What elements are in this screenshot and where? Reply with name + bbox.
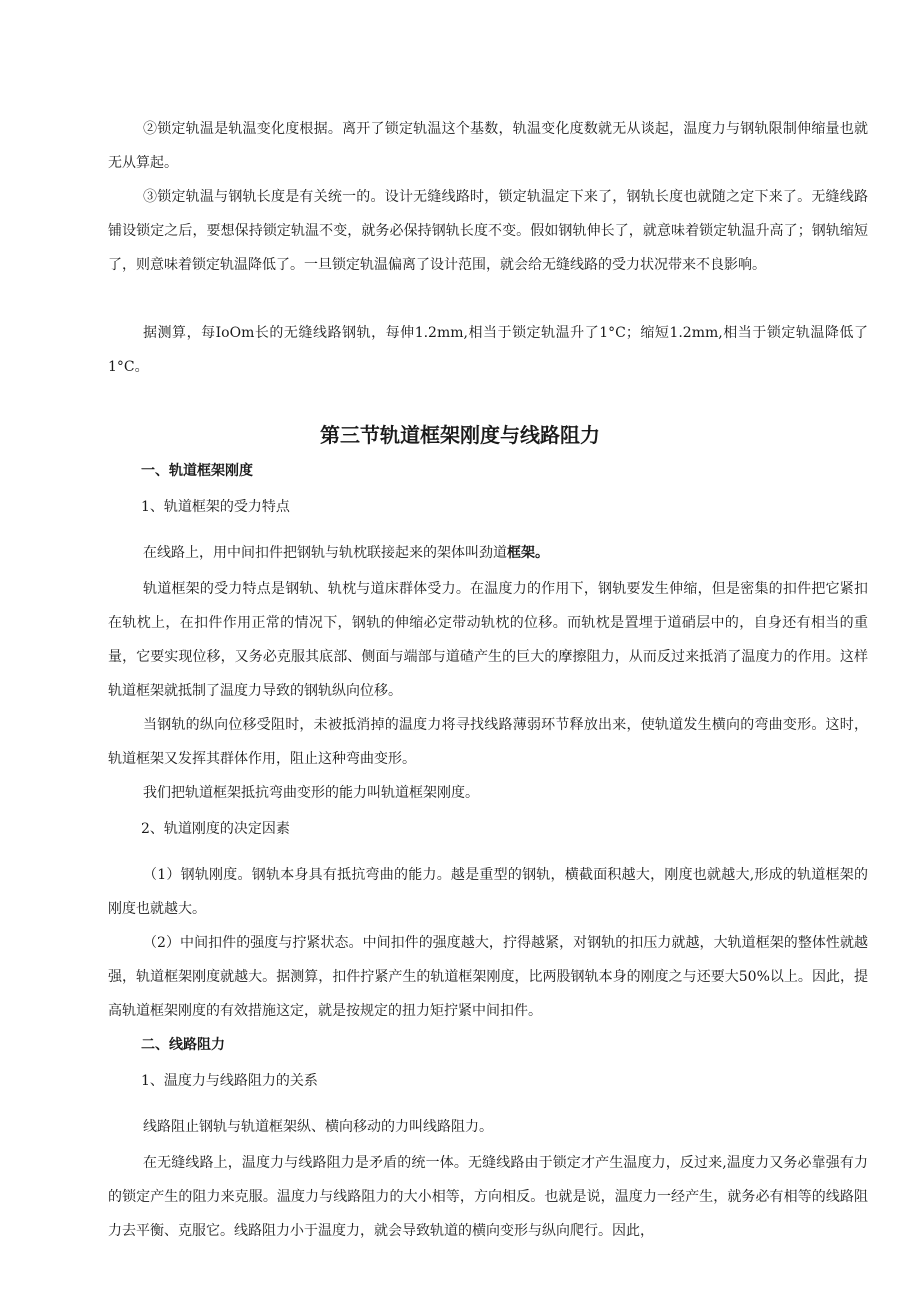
- frame-definition-bold: 框架。: [507, 545, 549, 561]
- paragraph-fastener-strength: （2）中间扣件的强度与拧紧状态。中间扣件的强度越大，拧得越紧，对钢轨的扣压力就越，大轨道框架的整体性就越强，轨道框架刚度就越大。据测算，扣件拧紧产生的轨道框架刚度，比两股钢轨本身的刚度之与还要大50%以上。因此，提高轨道框架刚度的有效措施这定，就是按规定的扭力矩拧紧中间扣件。: [108, 935, 868, 1019]
- frame-definition-text: 在线路上，用中间扣件把钢轨与轨枕联接起来的架体叫劲道: [143, 545, 507, 561]
- paragraph-locking-temp-length: ③锁定轨温与钢轨长度是有关统一的。设计无缝线路时，锁定轨温定下来了，钢轨长度也就随之定下来了。无缝线路铺设锁定之后，要想保持锁定轨温不变，就务必保持钢轨长度不变。假如钢轨伸长了，就意味着锁定轨温升高了；钢轨缩短了，则意味着锁定轨温降低了。一旦锁定轨温偏离了设计范围，就会给无缝线路的受力状况带来不良影响。: [108, 189, 868, 273]
- paragraph-locking-temp-basis: ②锁定轨温是轨温变化度根据。离开了锁定轨温这个基数，轨温变化度数就无从谈起，温度力与钢轨限制伸缩量也就无从算起。: [108, 121, 868, 171]
- subheading-stiffness-factors: 2、轨道刚度的决定因素: [141, 821, 290, 837]
- heading-line-resistance: 二、线路阻力: [141, 1037, 225, 1053]
- subheading-temp-force-resistance: 1、温度力与线路阻力的关系: [141, 1073, 318, 1089]
- paragraph-stiffness-definition: 我们把轨道框架抵抗弯曲变形的能力叫轨道框架刚度。: [143, 785, 479, 801]
- paragraph-frame-force: 轨道框架的受力特点是钢轨、轨枕与道床群体受力。在温度力的作用下，钢轨要发生伸缩，但是密集的扣件把它紧扣在轨枕上，在扣件作用正常的情况下，钢轨的伸缩必定带动轨枕的位移。而轨枕是置埋于道硝层中的，自身还有相当的重量，它要实现位移，又务必克服其底部、侧面与端部与道碴产生的巨大的摩擦阻力，从而反过来抵消了温度力的作用。这样轨道框架就抵制了温度力导致的钢轨纵向位移。: [108, 581, 868, 699]
- paragraph-frame-definition: [143, 536, 549, 570]
- subheading-force-characteristics: 1、轨道框架的受力特点: [141, 499, 290, 515]
- paragraph-resistance-definition: 线路阻止钢轨与轨道框架纵、横向移动的力叫线路阻力。: [143, 1119, 493, 1135]
- paragraph-rail-stiffness: （1）钢轨刚度。钢轨本身具有抵抗弯曲的能力。越是重型的钢轨，横截面积越大，刚度也就越大,形成的轨道框架的刚度也就越大。: [108, 867, 868, 917]
- paragraph-measurement: 据测算，每IoOm长的无缝线路钢轨，每伸1.2mm,相当于锁定轨温升了1°C；缩短1.2mm,相当于锁定轨温降低了1°C。: [108, 325, 868, 375]
- paragraph-lateral-bending: 当钢轨的纵向位移受阻时，未被抵消掉的温度力将寻找线路薄弱环节释放出来，使轨道发生横向的弯曲变形。这时，轨道框架又发挥其群体作用，阻止这种弯曲变形。: [108, 717, 868, 767]
- heading-track-frame-stiffness: 一、轨道框架刚度: [141, 463, 253, 479]
- section-title: 第三节轨道框架刚度与线路阻力: [320, 423, 600, 447]
- paragraph-resistance-relation: 在无缝线路上，温度力与线路阻力是矛盾的统一体。无缝线路由于锁定才产生温度力，反过来,温度力又务必靠强有力的锁定产生的阻力来克服。温度力与线路阻力的大小相等，方向相反。也就是说，温度力一经产生，就务必有相等的线路阻力去平衡、克服它。线路阻力小于温度力，就会导致轨道的横向变形与纵向爬行。因此，: [108, 1155, 868, 1239]
